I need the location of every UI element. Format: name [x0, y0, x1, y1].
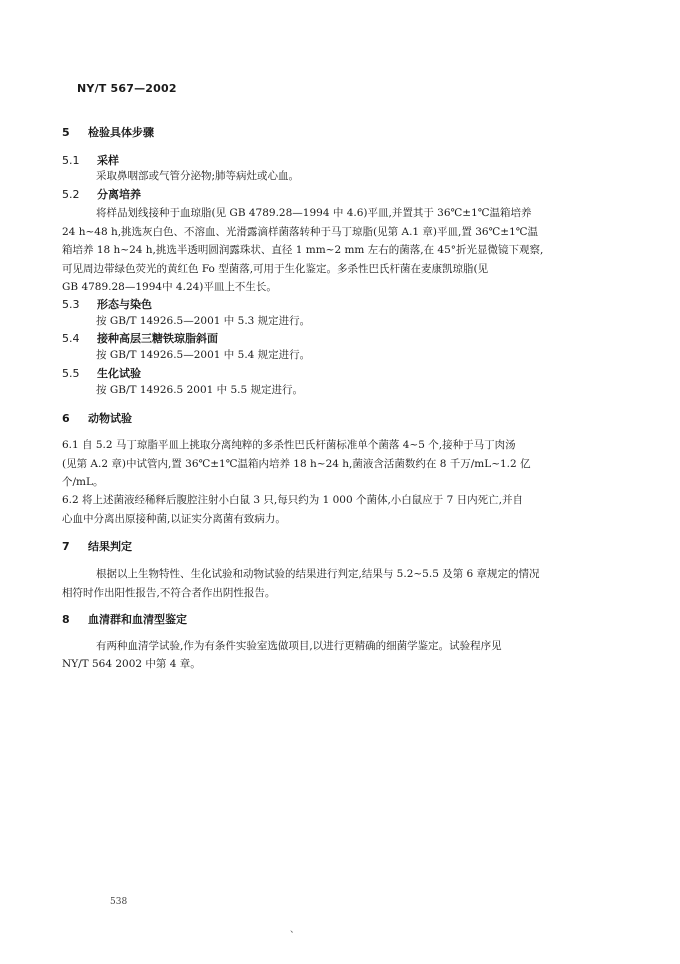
- clause-6-2-line-1: 6.2 将上述菌液经稀释后腹腔注射小白鼠 3 只,每只约为 1 000 个菌体,小白鼠应于 7 日内死亡,并自: [62, 494, 523, 506]
- subsection-5-2-line-2: 24 h~48 h,挑选灰白色、不溶血、光滑露滴样菌落转种于马丁琼脂(见第 A.1 章)平皿,置 36℃±1℃温: [62, 226, 539, 238]
- section-7-line-1: 根据以上生物特性、生化试验和动物试验的结果进行判定,结果与 5.2~5.5 及第 6 章规定的情况: [96, 568, 540, 580]
- subsection-number: 5.4: [62, 332, 80, 345]
- section-7-line-2: 相符时作出阳性报告,不符合者作出阴性报告。: [62, 587, 276, 599]
- clause-6-2-line-2: 心血中分离出原接种菌,以证实分离菌有致病力。: [62, 513, 286, 525]
- subsection-5-2-heading: [62, 186, 141, 202]
- subsection-5-5-text: 按 GB/T 14926.5 2001 中 5.5 规定进行。: [96, 384, 304, 396]
- section-title: 结果判定: [88, 540, 132, 553]
- clause-6-1-line-2: (见第 A.2 章)中试管内,置 36℃±1℃温箱内培养 18 h~24 h,菌液含活菌数约在 8 千万/mL~1.2 亿: [62, 458, 531, 470]
- subsection-5-3-text: 按 GB/T 14926.5—2001 中 5.3 规定进行。: [96, 315, 311, 327]
- section-5-heading: [62, 124, 154, 140]
- subsection-title: 形态与染色: [97, 298, 152, 311]
- section-title: 血清群和血清型鉴定: [88, 613, 187, 626]
- subsection-title: 生化试验: [97, 367, 141, 380]
- subsection-5-3-heading: [62, 296, 152, 312]
- section-number: 5: [62, 126, 70, 139]
- subsection-5-2-line-1: 将样品划线接种于血琼脂(见 GB 4789.28—1994 中 4.6)平皿,并置其于 36℃±1℃温箱培养: [96, 207, 532, 219]
- section-title: 检验具体步骤: [88, 126, 154, 139]
- standard-code-header: NY/T 567—2002: [77, 82, 177, 95]
- subsection-number: 5.1: [62, 154, 80, 167]
- section-title: 动物试验: [88, 412, 132, 425]
- subsection-number: 5.3: [62, 298, 80, 311]
- clause-6-1-line-3: 个/mL。: [62, 476, 104, 488]
- subsection-5-5-heading: [62, 365, 141, 381]
- section-8-line-2: NY/T 564 2002 中第 4 章。: [62, 658, 201, 670]
- subsection-number: 5.2: [62, 188, 80, 201]
- footer-mark: 、: [290, 925, 300, 935]
- subsection-5-4-text: 按 GB/T 14926.5—2001 中 5.4 规定进行。: [96, 349, 311, 361]
- section-6-heading: [62, 410, 132, 426]
- subsection-title: 接种高层三糖铁琼脂斜面: [97, 332, 218, 345]
- subsection-5-2-line-4: 可见周边带绿色荧光的黄红色 Fo 型菌落,可用于生化鉴定。多杀性巴氏杆菌在麦康凯琼脂(见: [62, 263, 489, 275]
- clause-6-1-line-1: 6.1 自 5.2 马丁琼脂平皿上挑取分离纯粹的多杀性巴氏杆菌标准单个菌落 4~5 个,接种于马丁肉汤: [62, 439, 516, 451]
- subsection-number: 5.5: [62, 367, 80, 380]
- section-8-line-1: 有两种血清学试验,作为有条件实验室选做项目,以进行更精确的细菌学鉴定。试验程序见: [96, 640, 502, 652]
- page-number: 538: [110, 897, 128, 907]
- section-8-heading: [62, 611, 187, 627]
- section-number: 7: [62, 540, 70, 553]
- subsection-5-1-heading: [62, 152, 119, 168]
- subsection-5-2-line-5: GB 4789.28—1994中 4.24)平皿上不生长。: [62, 281, 277, 293]
- subsection-title: 采样: [97, 154, 119, 167]
- section-number: 8: [62, 613, 70, 626]
- subsection-title: 分离培养: [97, 188, 141, 201]
- section-7-heading: [62, 538, 132, 554]
- subsection-5-2-line-3: 箱培养 18 h~24 h,挑选半透明圆润露珠状、直径 1 mm~2 mm 左右的菌落,在 45°折光显微镜下观察,: [62, 244, 544, 256]
- subsection-5-4-heading: [62, 330, 218, 346]
- subsection-5-1-text: 采取鼻咽部或气管分泌物;肺等病灶或心血。: [96, 170, 300, 182]
- section-number: 6: [62, 412, 70, 425]
